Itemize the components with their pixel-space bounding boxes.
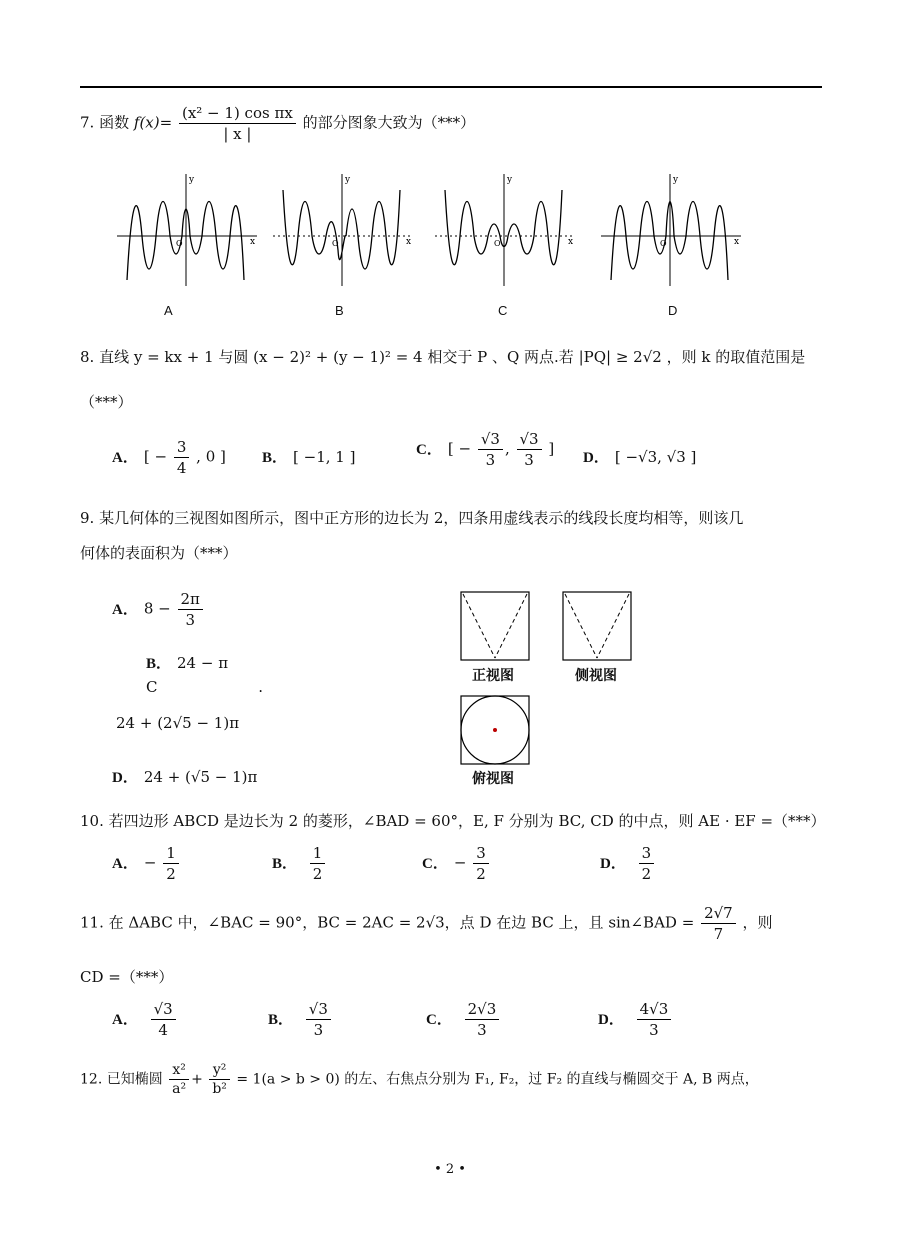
q9-option-b: B． 24 − π [146, 654, 229, 672]
graph-label-c: C [498, 303, 508, 318]
q10-option-d: D． $\frac{3}{2}$ [600, 844, 656, 883]
side-view-figure [560, 590, 636, 662]
svg-text:O: O [332, 239, 339, 248]
q9-option-d: D． 24 + (√5 − 1)π [112, 768, 258, 786]
svg-text:O: O [660, 239, 667, 248]
q9-option-a: A． 8 − $\frac{2\pi}{3}$ [112, 590, 205, 629]
svg-text:y: y [507, 175, 513, 185]
q7-graph-c [430, 170, 580, 288]
svg-text:x: x [734, 237, 740, 247]
q8-option-c: C． [ − $\frac{√3}{3}$ , $\frac{√3}{3}$ ] [416, 430, 555, 469]
header-rule [80, 86, 822, 88]
q12-stem: 12. 已知椭圆 $\frac{\text{x²}}{\text{a²}}$ + $\frac{\text{y²}}{\text{b²}}$ = 1(a > b > 0) 的左、右焦点分别为 F₁, F₂，过 F₂ 的直线与椭圆交于 A, B 两点， [80, 1062, 759, 1097]
q7-graph-a [112, 170, 262, 288]
q7-graph-d [596, 170, 746, 288]
page-number: • 2 • [434, 1162, 466, 1177]
q8-option-b: B． [ −1, 1 ] [262, 448, 356, 466]
q10-option-b: B． $\frac{1}{2}$ [272, 844, 327, 883]
svg-text:x: x [568, 237, 574, 247]
q11-option-d: D． $\frac{4√3}{3}$ [598, 1000, 673, 1039]
q11-option-a: A． $\frac{√3}{4}$ [112, 1000, 178, 1039]
front-view-label: 正视图 [472, 668, 514, 684]
q8-stem-line2: （***） [80, 393, 133, 411]
q8-stem-line1: 8. 直线 y = kx + 1 与圆 (x − 2)² + (y − 1)² = 4 相交于 P 、Q 两点.若 |PQ| ≥ 2√2 ，则 k 的取值范围是 [80, 348, 806, 366]
svg-text:y: y [189, 175, 195, 185]
q9-stem-line2: 何体的表面积为（***） [80, 544, 238, 562]
q9-stem-line1: 9. 某几何体的三视图如图所示，图中正方形的边长为 2，四条用虚线表示的线段长度均相等，则该几 [80, 509, 744, 527]
q8-option-a: A． [ − $\frac{3}{4}$ , 0 ] [112, 438, 226, 477]
q10-stem: 10. 若四边形 ABCD 是边长为 2 的菱形，∠BAD = 60°，E, F 分别为 BC, CD 的中点，则 AE · EF =（***） [80, 812, 826, 830]
svg-text:O: O [176, 239, 183, 248]
q9-option-c-label: C . [146, 678, 264, 696]
q7-graph-b [268, 170, 418, 288]
q7-stem: 7. 函数 f(x)= $\frac{\text{(x² − 1) cos πx}}{| x |}$ 的部分图象大致为（***） [80, 104, 476, 143]
q10-option-c: C． − $\frac{3}{2}$ [422, 844, 491, 883]
q7-fraction: $\frac{\text{(x² − 1) cos πx}}{| x |}$ [179, 104, 296, 143]
q9-option-c: 24 + (2√5 − 1)π [116, 714, 240, 732]
q10-option-a: A． − $\frac{1}{2}$ [112, 844, 181, 883]
svg-text:y: y [673, 175, 679, 185]
svg-text:x: x [406, 237, 412, 247]
graph-label-a: A [164, 303, 173, 318]
q11-option-b: B． $\frac{√3}{3}$ [268, 1000, 333, 1039]
front-view-figure [458, 590, 534, 662]
q11-stem-line1: 11. 在 ΔABC 中，∠BAC = 90°，BC = 2AC = 2√3，点 D 在边 BC 上，且 sin∠BAD = $\frac{2√7}{7}$ ，则 [80, 904, 773, 943]
graph-label-b: B [335, 303, 344, 318]
top-view-figure [458, 694, 534, 766]
q8-option-d: D． [ −√3, √3 ] [583, 448, 697, 466]
svg-text:x: x [250, 237, 256, 247]
top-view-label: 俯视图 [472, 771, 514, 787]
graph-label-d: D [668, 303, 678, 318]
q11-stem-line2: CD =（***） [80, 968, 174, 986]
side-view-label: 侧视图 [575, 668, 617, 684]
svg-text:y: y [345, 175, 351, 185]
q11-option-c: C． $\frac{2√3}{3}$ [426, 1000, 501, 1039]
svg-text:O: O [494, 239, 501, 248]
